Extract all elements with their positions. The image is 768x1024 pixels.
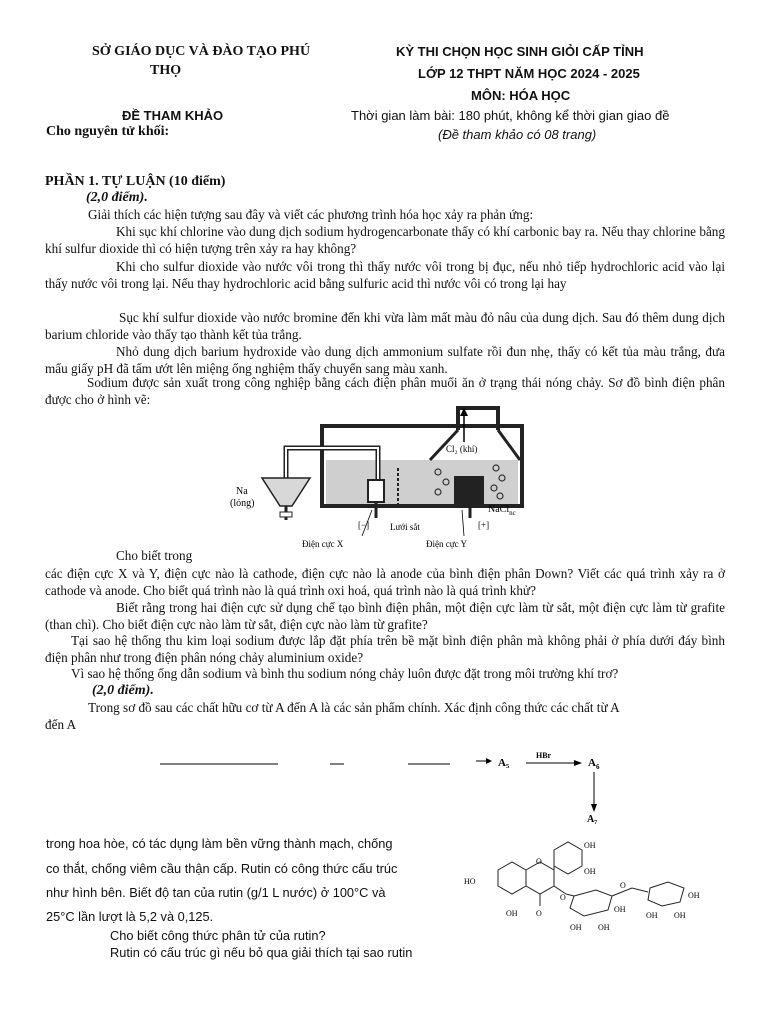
q1-item-d: Nhỏ dung dịch barium hydroxide vào dung dịch ammonium sulfate rồi đun nhẹ, thấy có kết tủa màu trắng, đưa mẩu giấy pH đã tẩm ướt lên miệng ống nghiệm thấy chuyển sang màu xanh. — [45, 344, 725, 376]
electrode-x-label: Điện cực X — [302, 539, 344, 549]
q1-e2: Biết rằng trong hai điện cực sử dụng chế tạo bình điện phân, một điện cực làm từ sắt, một điện cực làm từ grafite (than chì). Cho biết điện cực nào làm từ sắt, điện cực nào làm từ grafite? — [45, 600, 725, 632]
q2-intro-cont: đến A — [45, 717, 77, 732]
q1-points: (2,0 điểm). — [86, 190, 148, 205]
o-glycoside-label: O — [560, 893, 566, 902]
rutin-line-4: 25°C lần lượt là 5,2 và 0,125. — [46, 909, 214, 924]
o-link-label: O — [620, 881, 626, 890]
na-state-label: (lỏng) — [230, 498, 255, 509]
oh-label-6: OH — [614, 905, 626, 914]
rutin-line-2: co thắt, chống viêm cầu thận cấp. Rutin có công thức cấu trúc — [46, 861, 398, 876]
q1-given: Cho biết trong — [116, 548, 193, 563]
oh-label-3: OH — [584, 867, 596, 876]
pages-note: (Đề tham khảo có 08 trang) — [438, 127, 597, 142]
ho-label-1: HO — [464, 877, 476, 886]
exam-title: KỲ THI CHỌN HỌC SINH GIỎI CẤP TỈNH — [396, 44, 644, 59]
atomic-mass-label: Cho nguyên tử khối: — [46, 124, 170, 139]
q1-item-c: Sục khí sulfur dioxide vào nước bromine đến khi vừa làm mất màu đỏ nâu của dung dịch. Sau đó thêm dung dịch barium chloride vào thấy tạo thành kết tủa trắng. — [45, 310, 725, 342]
exam-subject: MÔN: HÓA HỌC — [471, 88, 571, 103]
o-ring-label: O — [536, 857, 542, 866]
oh-label-1: OH — [506, 909, 518, 918]
na-liquid-label: Na — [236, 486, 248, 497]
q2-points: (2,0 điểm). — [92, 683, 154, 698]
oh-label-9: OH — [688, 891, 700, 900]
cl2-gas-label: Cl₂ (khí) — [446, 444, 478, 454]
q1-item-b: Khi cho sulfur dioxide vào nước vôi trong thì thấy nước vôi trong bị đục, nếu nhỏ tiếp hydrochloric acid vào lại thấy nước vôi trong lại. Nếu thay hydrochloric acid bằng sulfuric acid thì nước vôi có trong lại hay — [45, 259, 725, 291]
time-note: Thời gian làm bài: 180 phút, không kể thời gian giao đề — [351, 108, 670, 123]
a5-label: A₅ — [498, 757, 510, 769]
q1-e3: Tại sao hệ thống thu kim loại sodium được lắp đặt phía trên bề mặt bình điện phân mà không phải ở phía dưới đáy bình điện phân như trong điện phân nóng chảy aluminium oxide? — [45, 633, 725, 665]
rutin-line-1: trong hoa hòe, có tác dụng làm bền vững thành mạch, chống — [46, 836, 393, 851]
rutin-line-3: như hình bên. Biết độ tan của rutin (g/1 L nước) ở 100°C và — [46, 885, 386, 900]
oh-label-7: OH — [646, 911, 658, 920]
oh-label-8: OH — [674, 911, 686, 920]
oh-label-5: OH — [598, 923, 610, 932]
hbr-reagent: HBr — [536, 751, 552, 760]
electrolysis-cell-diagram — [230, 406, 540, 550]
reaction-scheme — [150, 744, 620, 826]
rutin-structure — [462, 826, 752, 946]
anode-sign: [+] — [478, 520, 490, 530]
a7-label: A₇ — [587, 814, 598, 825]
rutin-cut-line: Rutin có cấu trúc gì nếu bỏ qua giải thích tại sao rutin — [110, 945, 413, 960]
rutin-question-1: Cho biết công thức phân tử của rutin? — [110, 928, 326, 943]
o-carbonyl-label: O — [536, 909, 542, 918]
q1-intro: Giải thích các hiện tượng sau đây và viết các phương trình hóa học xảy ra phản ứng: — [88, 207, 534, 222]
exam-grade: LỚP 12 THPT NĂM HỌC 2024 - 2025 — [418, 66, 640, 81]
q1-e4: Vì sao hệ thống ống dẫn sodium và bình thu sodium nóng chảy luôn được đặt trong môi trường khí trơ? — [71, 666, 619, 681]
iron-mesh-label: Lưới sắt — [390, 522, 420, 532]
electrode-y-label: Điện cực Y — [426, 539, 468, 549]
department-name-cont: THỌ — [150, 63, 182, 78]
document-type: ĐỀ THAM KHẢO — [122, 108, 224, 123]
oh-label-4: OH — [570, 923, 582, 932]
q1-e1: các điện cực X và Y, điện cực nào là cathode, điện cực nào là anode của bình điện phân Down? Viết các quá trình xảy ra ở cathode và anode. Cho biết quá trình nào là quá trình oxi hoá, quá trình nào là quá trình khử? — [45, 566, 725, 598]
oh-label-2: OH — [584, 841, 596, 850]
q2-intro: Trong sơ đồ sau các chất hữu cơ từ A đến A là các sản phẩm chính. Xác định công thức các chất từ A — [88, 700, 620, 715]
cathode-sign: [−] — [358, 520, 370, 530]
a6-label: $A_6$ — [588, 757, 600, 771]
department-name: SỞ GIÁO DỤC VÀ ĐÀO TẠO PHÚ — [92, 44, 311, 59]
part1-title: PHẦN 1. TỰ LUẬN (10 điểm) — [45, 174, 226, 189]
q1-item-e: Sodium được sản xuất trong công nghiệp bằng cách điện phân muối ăn ở trạng thái nóng chảy. Sơ đồ bình điện phân được cho ở hình vẽ: — [45, 375, 725, 407]
q1-item-a: Khi sục khí chlorine vào dung dịch sodium hydrogencarbonate thấy có khí carbonic bay ra. Nếu thay chlorine bằng khí sulfur dioxide thì có hiện tượng trên xảy ra hay không? — [45, 224, 725, 256]
nacl-label: NaCl$_{nc}$ — [488, 504, 516, 517]
